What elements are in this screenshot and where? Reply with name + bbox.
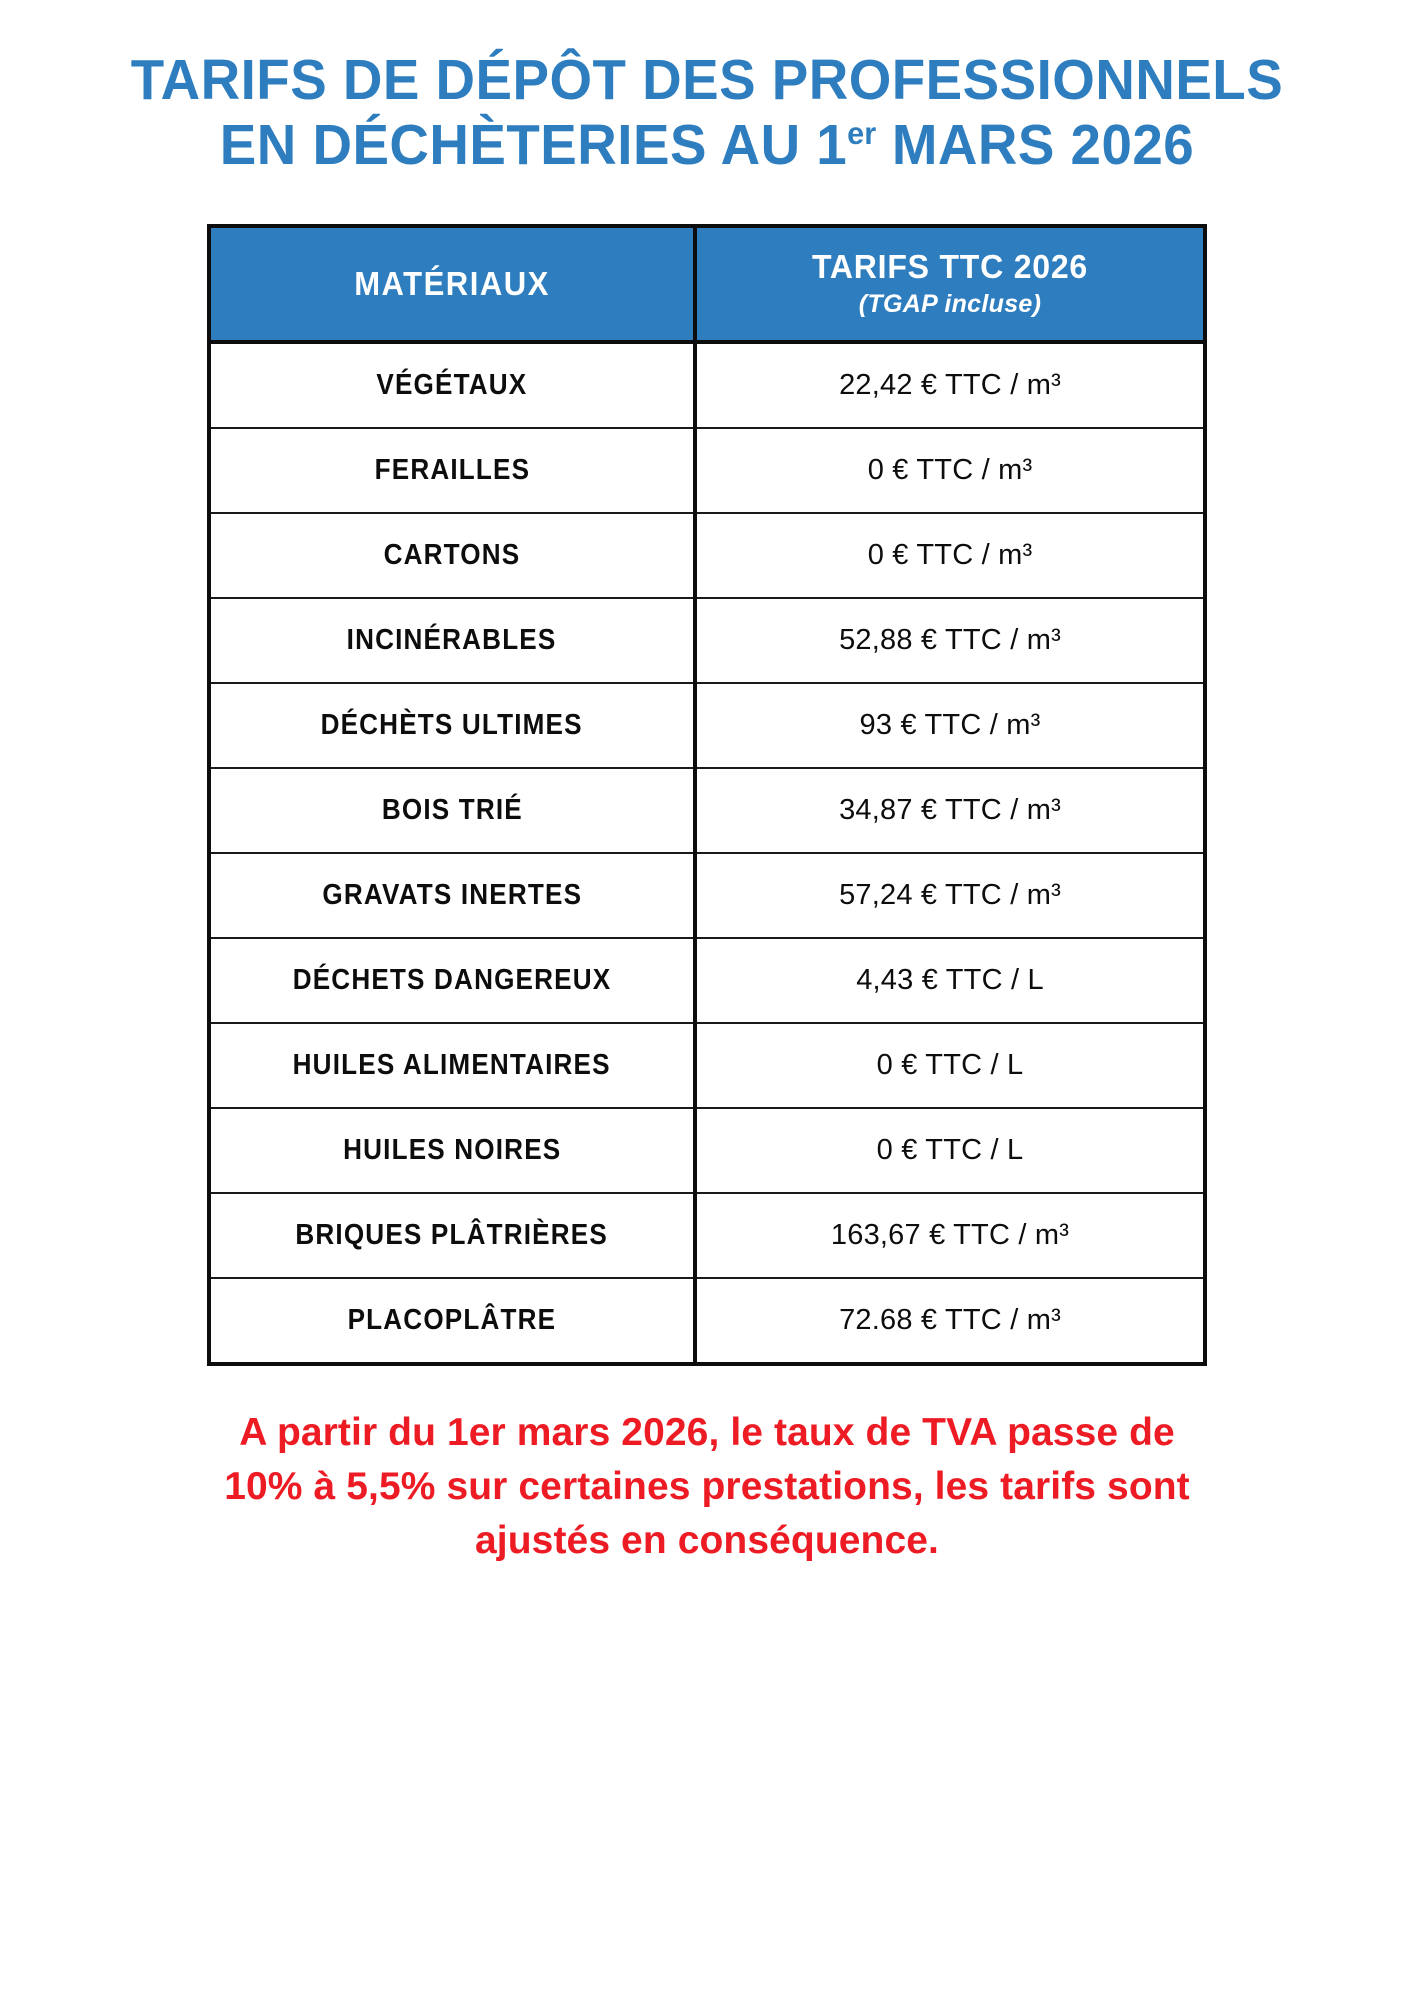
- tariff-table-container: [207, 224, 1207, 1366]
- column-header-price-label: TARIFS TTC 2026: [811, 248, 1089, 286]
- table-row: [209, 1023, 1205, 1108]
- column-header-materials: [209, 226, 695, 342]
- cell-material: [209, 598, 695, 683]
- table-row: [209, 938, 1205, 1023]
- tva-notice-line-2: 10% à 5,5% sur certaines prestations, les tarifs sont: [224, 1464, 1190, 1508]
- tariff-table-body: [209, 342, 1205, 1364]
- table-row: [209, 768, 1205, 853]
- cell-price: [695, 513, 1205, 598]
- price-value: 163,67 € TTC / m³: [830, 1218, 1070, 1251]
- column-header-price-sublabel: (TGAP incluse): [858, 290, 1042, 319]
- table-row: [209, 853, 1205, 938]
- cell-price: [695, 1278, 1205, 1364]
- price-value: 0 € TTC / L: [876, 1133, 1024, 1166]
- price-value: 0 € TTC / m³: [867, 538, 1033, 571]
- price-value: 34,87 € TTC / m³: [839, 793, 1061, 826]
- price-value: 0 € TTC / m³: [867, 453, 1033, 486]
- material-label: VÉGÉTAUX: [376, 368, 528, 401]
- cell-material: [209, 1193, 695, 1278]
- column-header-price: [695, 226, 1205, 342]
- page-title-line-2: [28, 113, 1385, 178]
- cell-price: [695, 853, 1205, 938]
- cell-material: [209, 1108, 695, 1193]
- cell-price: [695, 1023, 1205, 1108]
- page-title-line-2-tail: MARS 2026: [876, 112, 1195, 177]
- material-label: CARTONS: [383, 538, 521, 571]
- price-value: 4,43 € TTC / L: [856, 963, 1044, 996]
- table-row: [209, 342, 1205, 428]
- cell-material: [209, 1023, 695, 1108]
- cell-material: [209, 853, 695, 938]
- material-label: INCINÉRABLES: [347, 623, 557, 656]
- material-label: DÉCHÈTS ULTIMES: [320, 708, 584, 741]
- price-value: 57,24 € TTC / m³: [839, 878, 1061, 911]
- cell-material: [209, 1278, 695, 1364]
- cell-price: [695, 683, 1205, 768]
- cell-material: [209, 342, 695, 428]
- cell-price: [695, 938, 1205, 1023]
- tva-notice-line-1: A partir du 1er mars 2026, le taux de TVA passe de: [239, 1410, 1175, 1454]
- cell-price: [695, 428, 1205, 513]
- cell-material: [209, 938, 695, 1023]
- table-header-row: [209, 226, 1205, 342]
- page-title-line-1: TARIFS DE DÉPÔT DES PROFESSIONNELS: [130, 48, 1284, 112]
- cell-price: [695, 598, 1205, 683]
- price-value: 93 € TTC / m³: [859, 708, 1041, 741]
- cell-price: [695, 1108, 1205, 1193]
- table-row: [209, 1108, 1205, 1193]
- price-value: 22,42 € TTC / m³: [839, 368, 1061, 401]
- table-row: [209, 428, 1205, 513]
- page-title-ordinal-suffix: er: [847, 114, 877, 151]
- cell-material: [209, 683, 695, 768]
- tariff-table: [207, 224, 1207, 1366]
- price-value: 72.68 € TTC / m³: [839, 1303, 1061, 1336]
- material-label: HUILES ALIMENTAIRES: [292, 1048, 612, 1081]
- page-title: [0, 0, 1414, 178]
- material-label: BOIS TRIÉ: [381, 793, 523, 826]
- cell-price: [695, 342, 1205, 428]
- material-label: PLACOPLÂTRE: [347, 1303, 557, 1336]
- tariff-table-head: [209, 226, 1205, 342]
- table-row: [209, 513, 1205, 598]
- material-label: FERAILLES: [374, 453, 530, 486]
- material-label: HUILES NOIRES: [342, 1133, 562, 1166]
- cell-price: [695, 768, 1205, 853]
- page-title-line-2-text: EN DÉCHÈTERIES AU 1: [219, 112, 848, 177]
- tva-notice-line-3: ajustés en conséquence.: [475, 1518, 939, 1562]
- price-value: 0 € TTC / L: [876, 1048, 1024, 1081]
- cell-material: [209, 513, 695, 598]
- cell-material: [209, 428, 695, 513]
- table-row: [209, 1278, 1205, 1364]
- table-row: [209, 1193, 1205, 1278]
- material-label: DÉCHETS DANGEREUX: [292, 963, 612, 996]
- table-row: [209, 683, 1205, 768]
- table-row: [209, 598, 1205, 683]
- material-label: BRIQUES PLÂTRIÈRES: [295, 1218, 609, 1251]
- material-label: GRAVATS INERTES: [322, 878, 582, 911]
- tva-notice: [202, 1406, 1212, 1567]
- cell-material: [209, 768, 695, 853]
- price-value: 52,88 € TTC / m³: [839, 623, 1061, 656]
- column-header-materials-label: MATÉRIAUX: [354, 264, 550, 302]
- cell-price: [695, 1193, 1205, 1278]
